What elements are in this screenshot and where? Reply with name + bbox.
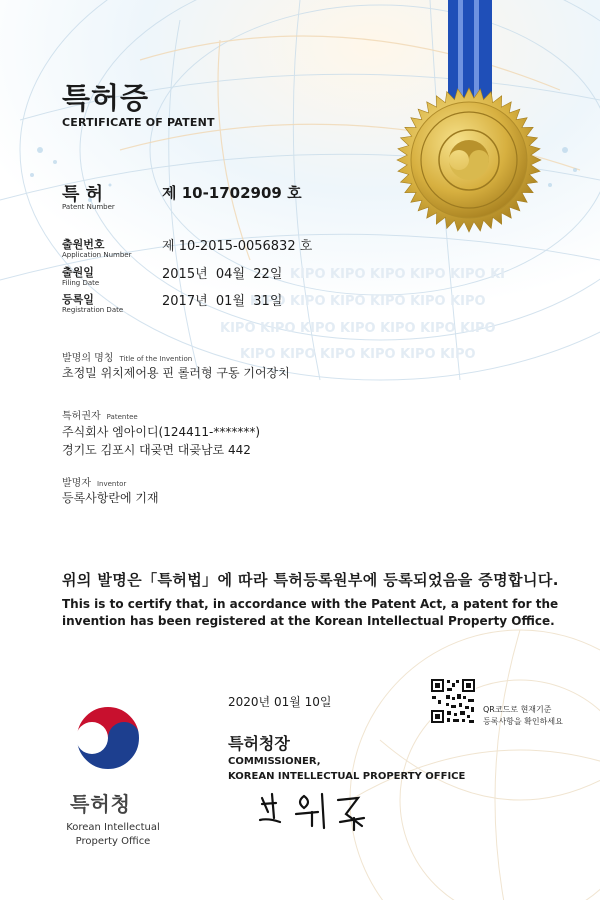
invention-title: 초정밀 위치제어용 핀 롤러형 구동 기어장치 xyxy=(62,366,290,380)
qr-code xyxy=(430,678,476,724)
application-number-value: 제 10-2015-0056832 호 xyxy=(162,239,313,254)
patent-number-label-en: Patent Number xyxy=(62,203,115,211)
svg-text:KIPO KIPO KIPO KIPO KIPO KIPO: KIPO KIPO KIPO KIPO KIPO KIPO KIPO xyxy=(220,321,496,336)
registration-date-label-en: Registration Date xyxy=(62,306,124,314)
qr-caption-line2: 등록사항을 확인하세요 xyxy=(483,717,563,726)
qr-caption xyxy=(483,704,563,728)
patentee-label: 특허권자 Patentee xyxy=(62,411,138,422)
patentee-address: 경기도 김포시 대곶면 대곶남로 442 xyxy=(62,443,251,457)
svg-text:KIPO KIPO KIPO KIPO KIPO KIPO: KIPO KIPO KIPO KIPO KIPO KIPO xyxy=(250,294,486,309)
office-name-en-line2: Property Office xyxy=(75,836,151,847)
commissioner-line2: KOREAN INTELLECTUAL PROPERTY OFFICE xyxy=(228,771,466,782)
certification-text-en: This is to certify that, in accordance with the Patent Act, a patent for the invention has been registered at the Korean Intellectual Property Office. xyxy=(62,597,559,628)
filing-date-label: 출원일 xyxy=(62,266,94,279)
certification-text-kr: 위의 발명은「특허법」에 따라 특허등록원부에 등록되었음을 증명합니다. xyxy=(62,571,559,589)
registration-date-value: 2017년 01월 31일 xyxy=(162,294,283,309)
inventor-value: 등록사항란에 기재 xyxy=(62,491,159,505)
page-title: 특허증 xyxy=(62,81,150,115)
kipo-logo xyxy=(76,706,140,770)
registration-date-label: 등록일 xyxy=(62,293,94,306)
commissioner-line1: COMMISSIONER, xyxy=(228,756,321,767)
page-subtitle: CERTIFICATE OF PATENT xyxy=(62,116,215,129)
svg-text:KIPO KIPO KIPO KIPO KIPO KIPO: KIPO KIPO KIPO KIPO KIPO KIPO xyxy=(240,347,476,362)
qr-caption-line1: QR코드로 현재기준 xyxy=(483,705,552,714)
patent-number-label: 특 허 xyxy=(62,184,104,205)
filing-date-label-en: Filing Date xyxy=(62,279,100,287)
application-number-label: 출원번호 xyxy=(62,238,105,251)
office-name-kr: 특허청 xyxy=(70,792,131,816)
commissioner-title: 특허청장 xyxy=(228,734,290,753)
inventor-label: 발명자 Inventor xyxy=(62,478,127,489)
ribbon xyxy=(448,0,492,100)
patentee-name: 주식회사 엠아이디(124411-*******) xyxy=(62,425,261,439)
office-name-en-line1: Korean Intellectual xyxy=(66,822,160,833)
application-number-label-en: Application Number xyxy=(62,251,132,259)
office-name-en xyxy=(58,821,168,849)
commissioner-title-en xyxy=(228,754,465,784)
invention-label: 발명의 명칭 Title of the Invention xyxy=(62,353,193,364)
svg-text:KIPO KIPO KIPO KIPO KIPO KI: KIPO KIPO KIPO KIPO KIPO KI xyxy=(290,267,505,282)
patent-number-value: 제 10-1702909 호 xyxy=(162,184,302,202)
gold-seal xyxy=(397,88,541,232)
filing-date-value: 2015년 04월 22일 xyxy=(162,267,283,282)
issue-date: 2020년 01월 10일 xyxy=(228,695,332,709)
